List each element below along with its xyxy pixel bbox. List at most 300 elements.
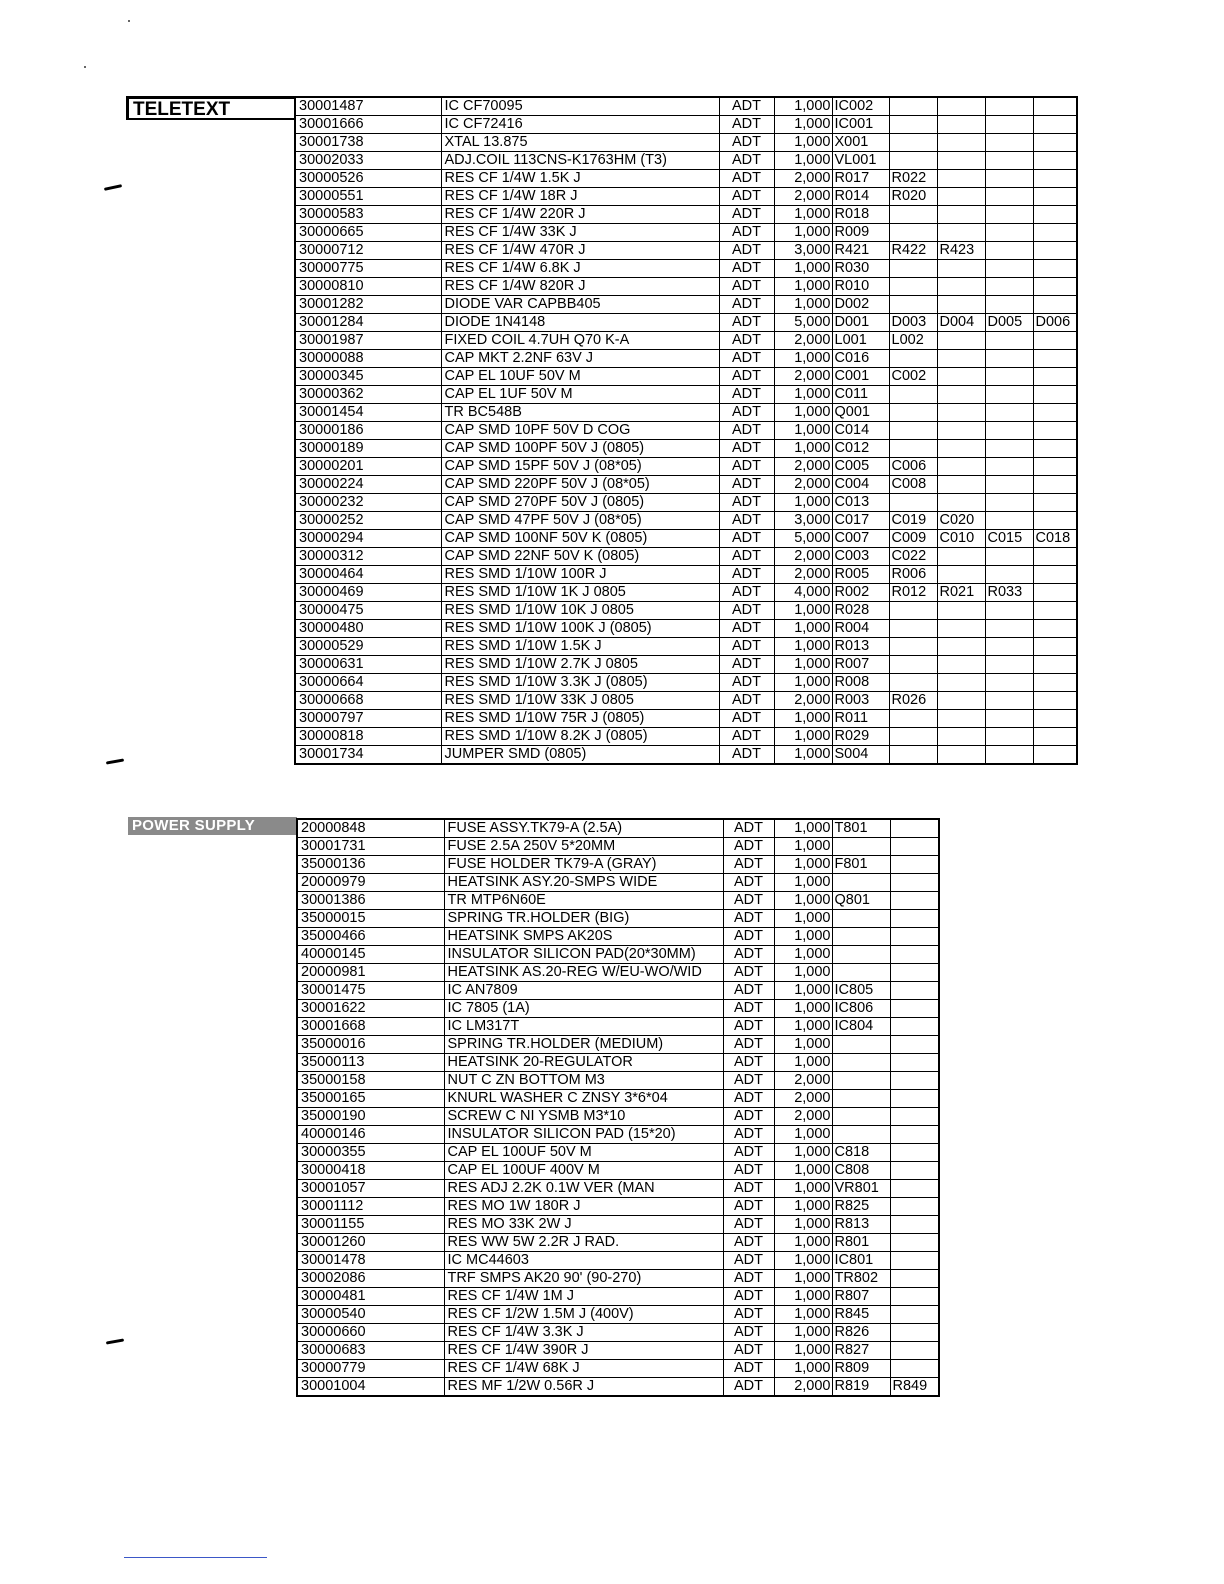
description-cell: CAP EL 100UF 400V M bbox=[444, 1162, 723, 1180]
type-cell: ADT bbox=[723, 1306, 774, 1324]
ref-cell: D006 bbox=[1033, 314, 1077, 332]
type-cell: ADT bbox=[719, 566, 774, 584]
description-cell: RES CF 1/4W 1.5K J bbox=[441, 170, 719, 188]
part-number-cell: 30000464 bbox=[295, 566, 441, 584]
description-cell: ADJ.COIL 113CNS-K1763HM (T3) bbox=[441, 152, 719, 170]
ref-cell bbox=[1033, 224, 1077, 242]
ref-cell bbox=[890, 856, 939, 874]
description-cell: IC LM317T bbox=[444, 1018, 723, 1036]
part-number-cell: 40000146 bbox=[297, 1126, 444, 1144]
description-cell: RES SMD 1/10W 3.3K J (0805) bbox=[441, 674, 719, 692]
ref-cell bbox=[1033, 242, 1077, 260]
ref-cell bbox=[1033, 584, 1077, 602]
type-cell: ADT bbox=[719, 386, 774, 404]
ref-cell bbox=[937, 332, 985, 350]
part-number-cell: 30001260 bbox=[297, 1234, 444, 1252]
ref-cell: Q801 bbox=[832, 892, 890, 910]
ref-cell bbox=[985, 512, 1033, 530]
type-cell: ADT bbox=[723, 856, 774, 874]
part-number-cell: 30000355 bbox=[297, 1144, 444, 1162]
ref-cell bbox=[889, 152, 937, 170]
ref-cell bbox=[937, 620, 985, 638]
ref-cell bbox=[985, 440, 1033, 458]
ref-cell: L001 bbox=[832, 332, 889, 350]
ref-cell bbox=[889, 422, 937, 440]
ref-cell bbox=[985, 728, 1033, 746]
ref-cell bbox=[985, 350, 1033, 368]
table-row bbox=[295, 260, 1077, 278]
description-cell: RES CF 1/4W 820R J bbox=[441, 278, 719, 296]
part-number-cell: 30002086 bbox=[297, 1270, 444, 1288]
table-row bbox=[295, 278, 1077, 296]
description-cell: TR BC548B bbox=[441, 404, 719, 422]
table-row bbox=[297, 1162, 939, 1180]
type-cell: ADT bbox=[723, 1144, 774, 1162]
part-number-cell: 30001155 bbox=[297, 1216, 444, 1234]
type-cell: ADT bbox=[719, 314, 774, 332]
type-cell: ADT bbox=[723, 928, 774, 946]
table-row bbox=[297, 946, 939, 964]
table-row bbox=[297, 910, 939, 928]
description-cell: CAP MKT 2.2NF 63V J bbox=[441, 350, 719, 368]
description-cell: CAP SMD 47PF 50V J (08*05) bbox=[441, 512, 719, 530]
ref-cell: C005 bbox=[832, 458, 889, 476]
table-row bbox=[297, 892, 939, 910]
ref-cell: C016 bbox=[832, 350, 889, 368]
ref-cell: R845 bbox=[832, 1306, 890, 1324]
description-cell: RES WW 5W 2.2R J RAD. bbox=[444, 1234, 723, 1252]
quantity-cell: 1,000 bbox=[774, 224, 832, 242]
part-number-cell: 30000818 bbox=[295, 728, 441, 746]
scan-speck bbox=[84, 66, 86, 68]
quantity-cell: 2,000 bbox=[774, 368, 832, 386]
footer-rule bbox=[124, 1557, 267, 1558]
ref-cell: C009 bbox=[889, 530, 937, 548]
part-number-cell: 30000668 bbox=[295, 692, 441, 710]
table-row bbox=[297, 1324, 939, 1342]
ref-cell bbox=[890, 1306, 939, 1324]
ref-cell: C007 bbox=[832, 530, 889, 548]
ref-cell bbox=[937, 134, 985, 152]
description-cell: NUT C ZN BOTTOM M3 bbox=[444, 1072, 723, 1090]
ref-cell bbox=[1033, 602, 1077, 620]
ref-cell bbox=[1033, 638, 1077, 656]
ref-cell bbox=[1033, 116, 1077, 134]
part-number-cell: 30000186 bbox=[295, 422, 441, 440]
description-cell: RES CF 1/4W 470R J bbox=[441, 242, 719, 260]
type-cell: ADT bbox=[719, 530, 774, 548]
ref-cell bbox=[985, 188, 1033, 206]
ref-cell bbox=[985, 656, 1033, 674]
type-cell: ADT bbox=[723, 946, 774, 964]
ref-cell bbox=[1033, 656, 1077, 674]
ref-cell bbox=[937, 656, 985, 674]
ref-cell: R026 bbox=[889, 692, 937, 710]
table-row bbox=[295, 170, 1077, 188]
description-cell: CAP SMD 100NF 50V K (0805) bbox=[441, 530, 719, 548]
ref-cell: IC806 bbox=[832, 1000, 890, 1018]
part-number-cell: 30000475 bbox=[295, 602, 441, 620]
part-number-cell: 20000979 bbox=[297, 874, 444, 892]
table-row bbox=[295, 350, 1077, 368]
part-number-cell: 30001734 bbox=[295, 746, 441, 765]
table-row bbox=[295, 620, 1077, 638]
ref-cell bbox=[889, 638, 937, 656]
ref-cell bbox=[890, 1162, 939, 1180]
part-number-cell: 30001987 bbox=[295, 332, 441, 350]
ref-cell: D001 bbox=[832, 314, 889, 332]
part-number-cell: 30001284 bbox=[295, 314, 441, 332]
ref-cell: R021 bbox=[937, 584, 985, 602]
description-cell: RES CF 1/4W 6.8K J bbox=[441, 260, 719, 278]
ref-cell: IC801 bbox=[832, 1252, 890, 1270]
ref-cell: S004 bbox=[832, 746, 889, 765]
type-cell: ADT bbox=[719, 584, 774, 602]
ref-cell bbox=[985, 548, 1033, 566]
ref-cell: C001 bbox=[832, 368, 889, 386]
ref-cell bbox=[937, 638, 985, 656]
ref-cell bbox=[985, 97, 1033, 116]
ref-cell bbox=[985, 476, 1033, 494]
ref-cell bbox=[937, 674, 985, 692]
description-cell: RES CF 1/4W 1M J bbox=[444, 1288, 723, 1306]
part-number-cell: 30000540 bbox=[297, 1306, 444, 1324]
ref-cell: R422 bbox=[889, 242, 937, 260]
table-row bbox=[297, 982, 939, 1000]
quantity-cell: 1,000 bbox=[774, 674, 832, 692]
ref-cell bbox=[889, 440, 937, 458]
part-number-cell: 30001475 bbox=[297, 982, 444, 1000]
quantity-cell: 1,000 bbox=[774, 1054, 832, 1072]
ref-cell bbox=[890, 892, 939, 910]
ref-cell: L002 bbox=[889, 332, 937, 350]
ref-cell bbox=[1033, 458, 1077, 476]
type-cell: ADT bbox=[723, 1360, 774, 1378]
table-row bbox=[295, 638, 1077, 656]
description-cell: RES SMD 1/10W 100R J bbox=[441, 566, 719, 584]
description-cell: IC AN7809 bbox=[444, 982, 723, 1000]
table-row bbox=[295, 440, 1077, 458]
ref-cell bbox=[889, 116, 937, 134]
ref-cell bbox=[985, 170, 1033, 188]
type-cell: ADT bbox=[719, 548, 774, 566]
table-row bbox=[297, 1126, 939, 1144]
ref-cell bbox=[890, 874, 939, 892]
description-cell: RES MO 1W 180R J bbox=[444, 1198, 723, 1216]
ref-cell: R005 bbox=[832, 566, 889, 584]
punch-mark bbox=[106, 758, 124, 764]
ref-cell bbox=[937, 692, 985, 710]
ref-cell bbox=[890, 1360, 939, 1378]
quantity-cell: 1,000 bbox=[774, 1288, 832, 1306]
quantity-cell: 1,000 bbox=[774, 964, 832, 982]
description-cell: CAP EL 1UF 50V M bbox=[441, 386, 719, 404]
quantity-cell: 1,000 bbox=[774, 982, 832, 1000]
ref-cell bbox=[985, 224, 1033, 242]
table-row bbox=[297, 1270, 939, 1288]
description-cell: RES CF 1/2W 1.5M J (400V) bbox=[444, 1306, 723, 1324]
part-number-cell: 30001057 bbox=[297, 1180, 444, 1198]
table-row bbox=[297, 856, 939, 874]
ref-cell bbox=[937, 188, 985, 206]
part-number-cell: 30000665 bbox=[295, 224, 441, 242]
ref-cell bbox=[889, 710, 937, 728]
quantity-cell: 1,000 bbox=[774, 892, 832, 910]
ref-cell: C006 bbox=[889, 458, 937, 476]
ref-cell bbox=[832, 874, 890, 892]
type-cell: ADT bbox=[719, 692, 774, 710]
ref-cell bbox=[1033, 692, 1077, 710]
quantity-cell: 1,000 bbox=[774, 278, 832, 296]
ref-cell bbox=[1033, 386, 1077, 404]
type-cell: ADT bbox=[723, 1216, 774, 1234]
quantity-cell: 1,000 bbox=[774, 1252, 832, 1270]
quantity-cell: 1,000 bbox=[774, 602, 832, 620]
type-cell: ADT bbox=[723, 1018, 774, 1036]
ref-cell bbox=[937, 476, 985, 494]
type-cell: ADT bbox=[719, 458, 774, 476]
part-number-cell: 30001004 bbox=[297, 1378, 444, 1397]
type-cell: ADT bbox=[723, 1252, 774, 1270]
description-cell: SCREW C NI YSMB M3*10 bbox=[444, 1108, 723, 1126]
ref-cell bbox=[1033, 296, 1077, 314]
ref-cell bbox=[832, 1072, 890, 1090]
ref-cell bbox=[1033, 170, 1077, 188]
quantity-cell: 1,000 bbox=[774, 746, 832, 765]
ref-cell bbox=[937, 97, 985, 116]
scan-speck bbox=[128, 20, 130, 22]
ref-cell: C008 bbox=[889, 476, 937, 494]
ref-cell bbox=[937, 404, 985, 422]
ref-cell bbox=[985, 134, 1033, 152]
table-row bbox=[295, 494, 1077, 512]
part-number-cell: 30000631 bbox=[295, 656, 441, 674]
ref-cell: R006 bbox=[889, 566, 937, 584]
table-row bbox=[297, 874, 939, 892]
table-row bbox=[295, 566, 1077, 584]
part-number-cell: 30000362 bbox=[295, 386, 441, 404]
ref-cell: R801 bbox=[832, 1234, 890, 1252]
ref-cell bbox=[889, 134, 937, 152]
ref-cell bbox=[1033, 278, 1077, 296]
ref-cell bbox=[985, 386, 1033, 404]
table-row bbox=[295, 746, 1077, 765]
description-cell: RES MF 1/2W 0.56R J bbox=[444, 1378, 723, 1397]
type-cell: ADT bbox=[719, 260, 774, 278]
ref-cell bbox=[937, 458, 985, 476]
ref-cell bbox=[937, 602, 985, 620]
table-row bbox=[297, 1216, 939, 1234]
table-row bbox=[295, 386, 1077, 404]
ref-cell: R014 bbox=[832, 188, 889, 206]
type-cell: ADT bbox=[723, 1270, 774, 1288]
ref-cell bbox=[889, 656, 937, 674]
quantity-cell: 1,000 bbox=[774, 1324, 832, 1342]
table-row bbox=[297, 1342, 939, 1360]
part-number-cell: 20000848 bbox=[297, 819, 444, 838]
part-number-cell: 30000088 bbox=[295, 350, 441, 368]
ref-cell: R819 bbox=[832, 1378, 890, 1397]
ref-cell: IC002 bbox=[832, 97, 889, 116]
part-number-cell: 35000015 bbox=[297, 910, 444, 928]
ref-cell bbox=[937, 494, 985, 512]
ref-cell: R028 bbox=[832, 602, 889, 620]
type-cell: ADT bbox=[723, 874, 774, 892]
table-row bbox=[297, 1144, 939, 1162]
ref-cell bbox=[937, 278, 985, 296]
part-number-cell: 30000312 bbox=[295, 548, 441, 566]
ref-cell bbox=[985, 152, 1033, 170]
quantity-cell: 3,000 bbox=[774, 512, 832, 530]
ref-cell: C002 bbox=[889, 368, 937, 386]
ref-cell: R423 bbox=[937, 242, 985, 260]
ref-cell bbox=[937, 710, 985, 728]
part-number-cell: 35000158 bbox=[297, 1072, 444, 1090]
ref-cell bbox=[890, 1216, 939, 1234]
ref-cell bbox=[889, 674, 937, 692]
quantity-cell: 1,000 bbox=[774, 728, 832, 746]
ref-cell: R007 bbox=[832, 656, 889, 674]
ref-cell bbox=[889, 350, 937, 368]
description-cell: HEATSINK 20-REGULATOR bbox=[444, 1054, 723, 1072]
table-row bbox=[295, 584, 1077, 602]
ref-cell bbox=[937, 368, 985, 386]
description-cell: HEATSINK AS.20-REG W/EU-WO/WID bbox=[444, 964, 723, 982]
part-number-cell: 30002033 bbox=[295, 152, 441, 170]
ref-cell bbox=[890, 1288, 939, 1306]
ref-cell: R018 bbox=[832, 206, 889, 224]
quantity-cell: 2,000 bbox=[774, 476, 832, 494]
table-row bbox=[297, 1036, 939, 1054]
description-cell: TRF SMPS AK20 90' (90-270) bbox=[444, 1270, 723, 1288]
description-cell: CAP EL 100UF 50V M bbox=[444, 1144, 723, 1162]
quantity-cell: 1,000 bbox=[774, 494, 832, 512]
description-cell: FUSE 2.5A 250V 5*20MM bbox=[444, 838, 723, 856]
table-row bbox=[295, 548, 1077, 566]
quantity-cell: 5,000 bbox=[774, 530, 832, 548]
table-row bbox=[295, 296, 1077, 314]
description-cell: IC 7805 (1A) bbox=[444, 1000, 723, 1018]
type-cell: ADT bbox=[723, 1378, 774, 1397]
description-cell: RES ADJ 2.2K 0.1W VER (MAN bbox=[444, 1180, 723, 1198]
part-number-cell: 30001454 bbox=[295, 404, 441, 422]
part-number-cell: 30001668 bbox=[297, 1018, 444, 1036]
quantity-cell: 2,000 bbox=[774, 566, 832, 584]
description-cell: RES SMD 1/10W 100K J (0805) bbox=[441, 620, 719, 638]
ref-cell bbox=[889, 620, 937, 638]
ref-cell: R807 bbox=[832, 1288, 890, 1306]
quantity-cell: 1,000 bbox=[774, 260, 832, 278]
ref-cell bbox=[985, 278, 1033, 296]
type-cell: ADT bbox=[723, 1036, 774, 1054]
part-number-cell: 30000224 bbox=[295, 476, 441, 494]
type-cell: ADT bbox=[719, 97, 774, 116]
ref-cell bbox=[937, 350, 985, 368]
ref-cell bbox=[889, 97, 937, 116]
quantity-cell: 1,000 bbox=[774, 1000, 832, 1018]
part-number-cell: 30000201 bbox=[295, 458, 441, 476]
ref-cell bbox=[890, 819, 939, 838]
quantity-cell: 3,000 bbox=[774, 242, 832, 260]
type-cell: ADT bbox=[719, 710, 774, 728]
ref-cell bbox=[985, 422, 1033, 440]
part-number-cell: 30000797 bbox=[295, 710, 441, 728]
part-number-cell: 30000664 bbox=[295, 674, 441, 692]
ref-cell bbox=[890, 838, 939, 856]
type-cell: ADT bbox=[719, 602, 774, 620]
ref-cell bbox=[1033, 152, 1077, 170]
ref-cell bbox=[889, 746, 937, 765]
ref-cell: IC805 bbox=[832, 982, 890, 1000]
part-number-cell: 30000529 bbox=[295, 638, 441, 656]
ref-cell: X001 bbox=[832, 134, 889, 152]
table-row bbox=[295, 206, 1077, 224]
type-cell: ADT bbox=[719, 620, 774, 638]
ref-cell bbox=[985, 296, 1033, 314]
ref-cell bbox=[937, 206, 985, 224]
ref-cell: C015 bbox=[985, 530, 1033, 548]
ref-cell: R010 bbox=[832, 278, 889, 296]
ref-cell: C012 bbox=[832, 440, 889, 458]
ref-cell bbox=[985, 674, 1033, 692]
description-cell: CAP SMD 270PF 50V J (0805) bbox=[441, 494, 719, 512]
type-cell: ADT bbox=[723, 1324, 774, 1342]
ref-cell bbox=[1033, 260, 1077, 278]
ref-cell: R827 bbox=[832, 1342, 890, 1360]
ref-cell: D002 bbox=[832, 296, 889, 314]
description-cell: RES SMD 1/10W 1K J 0805 bbox=[441, 584, 719, 602]
table-row bbox=[295, 152, 1077, 170]
ref-cell bbox=[985, 710, 1033, 728]
part-number-cell: 30000683 bbox=[297, 1342, 444, 1360]
description-cell: CAP SMD 15PF 50V J (08*05) bbox=[441, 458, 719, 476]
ref-cell bbox=[985, 404, 1033, 422]
ref-cell: R011 bbox=[832, 710, 889, 728]
ref-cell bbox=[985, 242, 1033, 260]
type-cell: ADT bbox=[723, 1180, 774, 1198]
type-cell: ADT bbox=[719, 188, 774, 206]
description-cell: IC CF70095 bbox=[441, 97, 719, 116]
table-row bbox=[295, 314, 1077, 332]
ref-cell: R008 bbox=[832, 674, 889, 692]
ref-cell bbox=[890, 1342, 939, 1360]
table-row bbox=[297, 1018, 939, 1036]
ref-cell bbox=[1033, 440, 1077, 458]
quantity-cell: 1,000 bbox=[774, 1198, 832, 1216]
description-cell: CAP EL 10UF 50V M bbox=[441, 368, 719, 386]
quantity-cell: 1,000 bbox=[774, 296, 832, 314]
quantity-cell: 2,000 bbox=[774, 692, 832, 710]
part-number-cell: 30000252 bbox=[295, 512, 441, 530]
description-cell: RES SMD 1/10W 33K J 0805 bbox=[441, 692, 719, 710]
ref-cell bbox=[889, 494, 937, 512]
quantity-cell: 5,000 bbox=[774, 314, 832, 332]
type-cell: ADT bbox=[723, 892, 774, 910]
table-row bbox=[295, 602, 1077, 620]
quantity-cell: 1,000 bbox=[774, 656, 832, 674]
description-cell: INSULATOR SILICON PAD (15*20) bbox=[444, 1126, 723, 1144]
ref-cell bbox=[890, 1036, 939, 1054]
ref-cell bbox=[890, 1180, 939, 1198]
ref-cell: R033 bbox=[985, 584, 1033, 602]
section-label-power-supply: POWER SUPPLY bbox=[128, 817, 297, 835]
ref-cell bbox=[937, 422, 985, 440]
description-cell: RES SMD 1/10W 1.5K J bbox=[441, 638, 719, 656]
ref-cell: C808 bbox=[832, 1162, 890, 1180]
type-cell: ADT bbox=[719, 278, 774, 296]
quantity-cell: 1,000 bbox=[774, 1360, 832, 1378]
quantity-cell: 1,000 bbox=[774, 1342, 832, 1360]
